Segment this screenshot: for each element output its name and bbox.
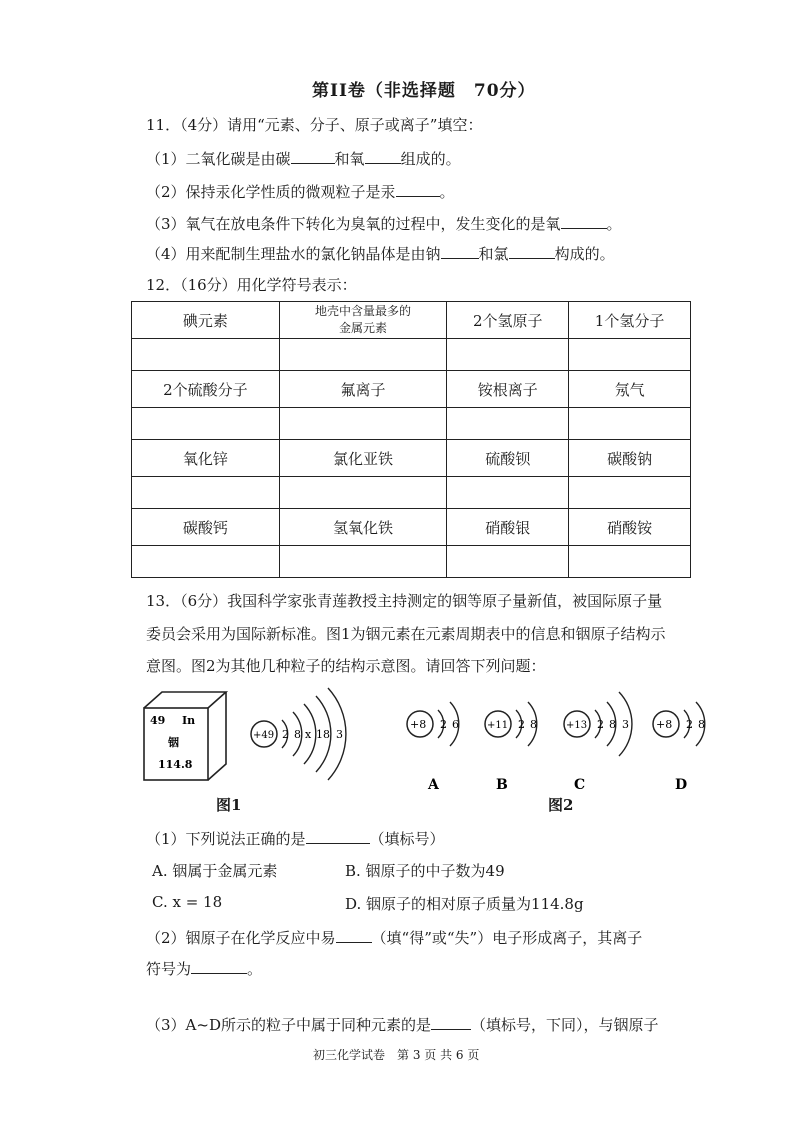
answer-blank[interactable] — [441, 244, 479, 259]
cell: 氧化锌 — [132, 440, 280, 477]
svg-text:2: 2 — [597, 718, 604, 731]
cell: 氟离子 — [279, 371, 447, 408]
q11-item-2: （2）保持汞化学性质的微观粒子是汞 。 — [146, 183, 455, 201]
shell-count: 8 — [294, 728, 301, 741]
particle-a — [407, 702, 459, 793]
shell-count: x — [305, 728, 312, 741]
svg-text:8: 8 — [698, 718, 705, 731]
figure-2 — [394, 676, 724, 794]
answer-cell[interactable] — [447, 408, 569, 440]
cell: 地壳中含量最多的 金属元素 — [279, 302, 447, 339]
cell: 氯化亚铁 — [279, 440, 447, 477]
cell: 铵根离子 — [447, 371, 569, 408]
answer-blank[interactable] — [431, 1015, 471, 1030]
cell: 碘元素 — [132, 302, 280, 339]
atomic-number: 49 — [150, 714, 166, 727]
answer-cell[interactable] — [569, 408, 691, 440]
q13-stem-line2: 委员会采用为国际新标准。图1为铟元素在元素周期表中的信息和铟原子结构示 — [146, 625, 666, 643]
option-a: A. 铟属于金属元素 — [152, 862, 278, 880]
answer-cell[interactable] — [132, 339, 280, 371]
section-title: 第II卷（非选择题 70分） — [312, 81, 536, 101]
answer-blank[interactable] — [306, 829, 370, 844]
figure-1 — [136, 682, 366, 786]
answer-cell[interactable] — [569, 546, 691, 578]
answer-cell[interactable] — [447, 477, 569, 509]
nucleus-charge: +49 — [253, 730, 275, 741]
answer-blank[interactable] — [191, 959, 247, 974]
q11-item-4: （4）用来配制生理盐水的氯化钠晶体是由钠 和氯 构成的。 — [146, 245, 615, 263]
q13-stem-line1: 13．（6分）我国科学家张青莲教授主持测定的铟等原子量新值，被国际原子量 — [146, 592, 663, 610]
answer-blank[interactable] — [291, 149, 335, 164]
svg-text:8: 8 — [530, 718, 537, 731]
shell-count: 2 — [282, 728, 289, 741]
cell: 氢氧化铁 — [279, 509, 447, 546]
answer-cell[interactable] — [279, 546, 447, 578]
svg-text:2: 2 — [518, 718, 525, 731]
cell: 硝酸银 — [447, 509, 569, 546]
answer-blank[interactable] — [336, 928, 372, 943]
cell: 硝酸铵 — [569, 509, 691, 546]
answer-cell[interactable] — [569, 339, 691, 371]
option-d: D. 铟原子的相对原子质量为114.8g — [345, 895, 584, 913]
answer-cell[interactable] — [569, 477, 691, 509]
svg-text:+8: +8 — [410, 718, 427, 731]
svg-text:2: 2 — [686, 718, 693, 731]
q11-item-1: （1）二氧化碳是由碳 和氧 组成的。 — [146, 150, 461, 168]
svg-text:C: C — [574, 777, 586, 793]
answer-blank[interactable] — [396, 182, 440, 197]
svg-text:D: D — [675, 777, 688, 793]
answer-blank[interactable] — [365, 149, 401, 164]
q12-table — [131, 301, 691, 578]
answer-blank[interactable] — [509, 244, 555, 259]
q11-item-3: （3）氧气在放电条件下转化为臭氧的过程中，发生变化的是氧 。 — [146, 215, 622, 233]
svg-text:6: 6 — [452, 718, 459, 731]
shell-count: 18 — [316, 728, 330, 741]
figure-1-caption: 图1 — [216, 796, 242, 814]
cell: 2个氢原子 — [447, 302, 569, 339]
element-symbol: In — [182, 714, 196, 727]
q13-sub1: （1）下列说法正确的是 （填标号） — [146, 830, 445, 848]
answer-cell[interactable] — [132, 477, 280, 509]
q12-stem: 12．（16分）用化学符号表示： — [146, 276, 357, 294]
answer-blank[interactable] — [561, 214, 607, 229]
svg-text:+11: +11 — [487, 720, 509, 731]
answer-cell[interactable] — [132, 546, 280, 578]
cell: 硫酸钡 — [447, 440, 569, 477]
element-name: 铟 — [168, 736, 179, 749]
svg-text:+13: +13 — [566, 720, 588, 731]
figure-2-caption: 图2 — [548, 796, 574, 814]
answer-cell[interactable] — [279, 408, 447, 440]
q11-stem: 11．（4分）请用“元素、分子、原子或离子”填空： — [146, 116, 483, 134]
svg-text:8: 8 — [609, 718, 616, 731]
q13-sub2-line1: （2）铟原子在化学反应中易 （填“得”或“失”）电子形成离子，其离子 — [146, 929, 643, 947]
option-b: B. 铟原子的中子数为49 — [345, 862, 505, 880]
q13-sub3: （3）A~D所示的粒子中属于同种元素的是 （填标号，下同），与铟原子 — [146, 1016, 659, 1034]
svg-text:2: 2 — [440, 718, 447, 731]
answer-cell[interactable] — [447, 546, 569, 578]
cell: 氖气 — [569, 371, 691, 408]
particle-d — [653, 702, 705, 793]
answer-cell[interactable] — [132, 408, 280, 440]
q13-stem-line3: 意图。图2为其他几种粒子的结构示意图。请回答下列问题： — [146, 657, 546, 675]
svg-text:+8: +8 — [656, 718, 673, 731]
answer-cell[interactable] — [447, 339, 569, 371]
option-c: C. x = 18 — [152, 893, 223, 911]
particle-c — [564, 692, 632, 793]
q13-sub2-line2: 符号为 。 — [146, 960, 263, 978]
cell: 碳酸钠 — [569, 440, 691, 477]
cell: 1个氢分子 — [569, 302, 691, 339]
svg-text:3: 3 — [622, 718, 629, 731]
answer-cell[interactable] — [279, 339, 447, 371]
page-footer: 初三化学试卷 第 3 页 共 6 页 — [313, 1048, 480, 1062]
atomic-mass: 114.8 — [158, 758, 193, 771]
particle-b — [485, 702, 537, 793]
cell: 2个硫酸分子 — [132, 371, 280, 408]
cell: 碳酸钙 — [132, 509, 280, 546]
svg-text:B: B — [496, 777, 508, 793]
svg-text:A: A — [428, 777, 439, 793]
shell-count: 3 — [336, 728, 343, 741]
answer-cell[interactable] — [279, 477, 447, 509]
